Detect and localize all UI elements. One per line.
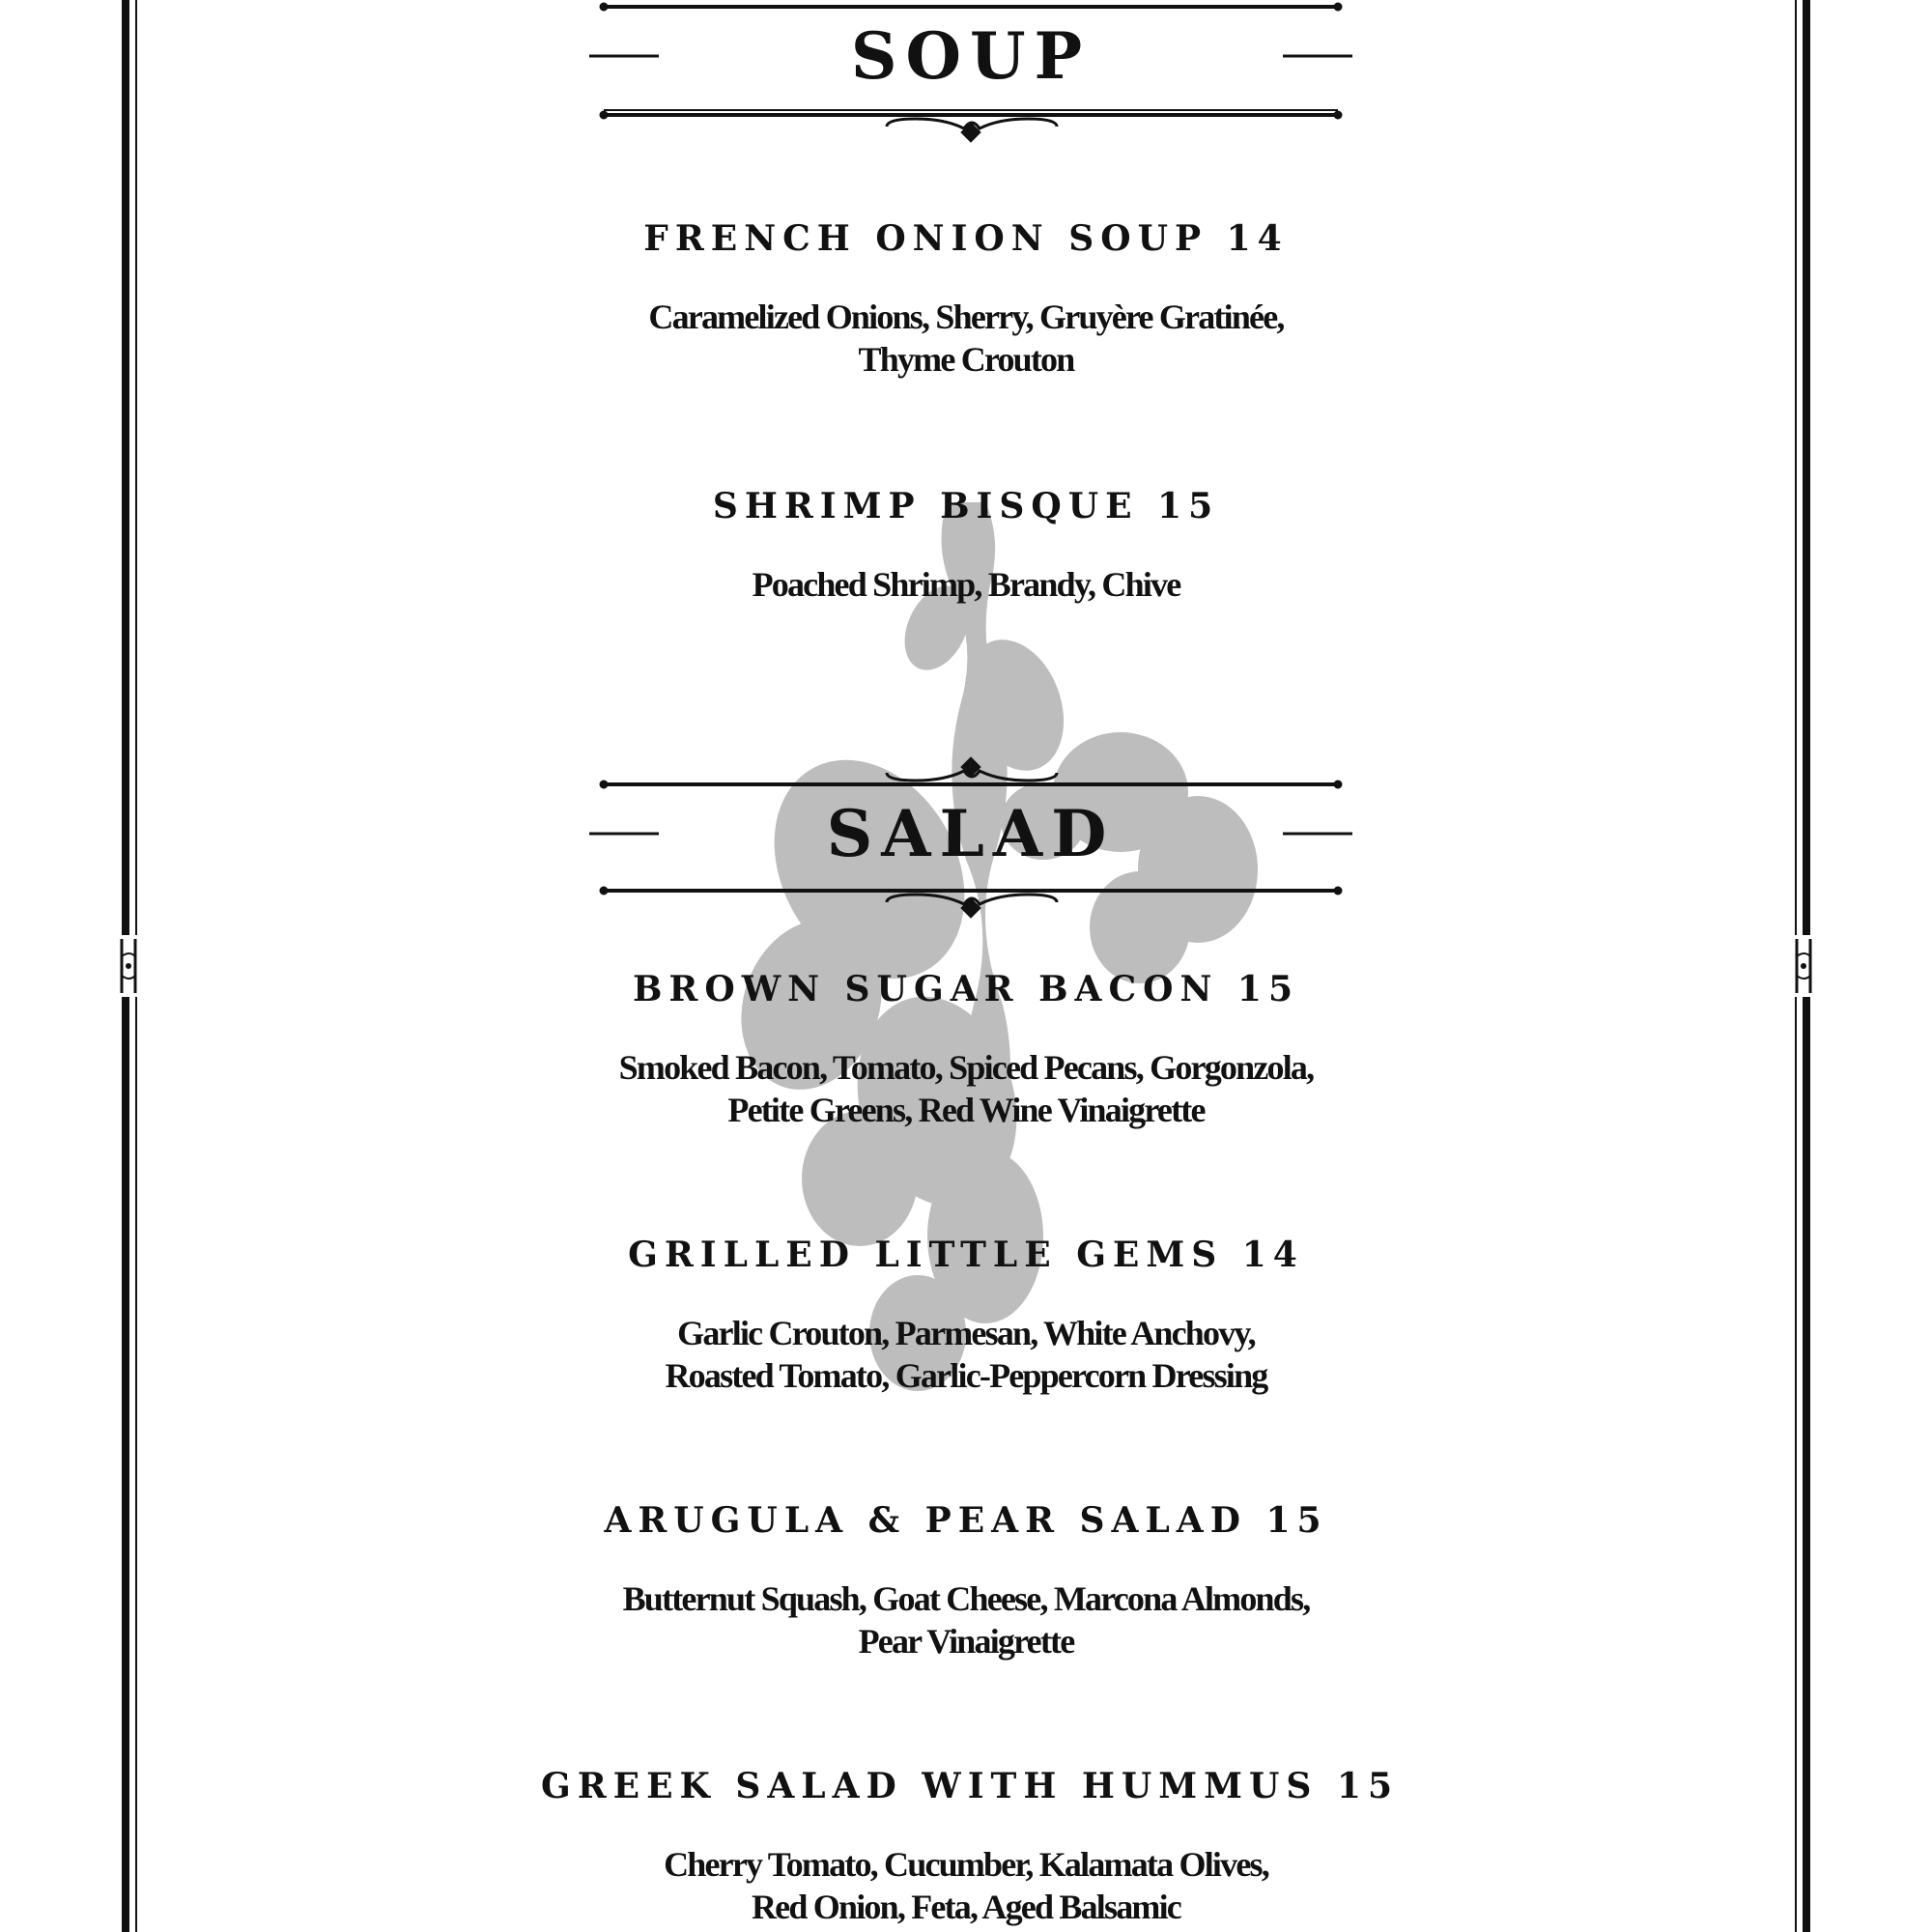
section-header-soup [589,0,1352,111]
menu-item-name: BROWN SUGAR BACON 15 [632,969,1299,1009]
menu-item [541,220,1391,381]
menu-item-description: Smoked Bacon, Tomato, Spiced Pecans, Gorgonzola, Petite Greens, Red Wine Vinaigrette [618,1047,1314,1129]
border-ornament-right-icon [1787,935,1818,997]
section-title: SALAD [826,796,1116,871]
section-title: SOUP [850,18,1092,94]
menu-item-description: Garlic Crouton, Parmesan, White Anchovy, Roasted Tomato, Garlic-Peppercorn Dressing [665,1313,1267,1395]
section-header-salad [589,744,1352,927]
menu-item-name: ARUGULA & PEAR SALAD 15 [604,1500,1328,1541]
menu-item-name: SHRIMP BISQUE 15 [712,486,1220,526]
menu-item-name: FRENCH ONION SOUP 14 [643,218,1289,259]
header-bottom-rule-icon [589,101,1352,159]
menu-item [541,488,1391,606]
menu-item [541,1236,1391,1397]
menu-item-description: Caramelized Onions, Sherry, Gruyère Gratinée, Thyme Crouton [648,297,1284,379]
menu-item-description: Butternut Squash, Goat Cheese, Marcona Almonds, Pear Vinaigrette [622,1578,1310,1661]
menu-item-description: Cherry Tomato, Cucumber, Kalamata Olives, Red Onion, Feta, Aged Balsamic [664,1844,1268,1926]
menu-item-description: Poached Shrimp, Brandy, Chive [752,564,1180,604]
menu-item [541,1766,1400,1928]
menu-item-name: GRILLED LITTLE GEMS 14 [628,1235,1304,1275]
menu-item-name: GREEK SALAD WITH HUMMUS 15 [541,1766,1400,1806]
border-ornament-left-icon [114,935,145,997]
menu-item [541,971,1391,1131]
menu-item [541,1502,1391,1662]
